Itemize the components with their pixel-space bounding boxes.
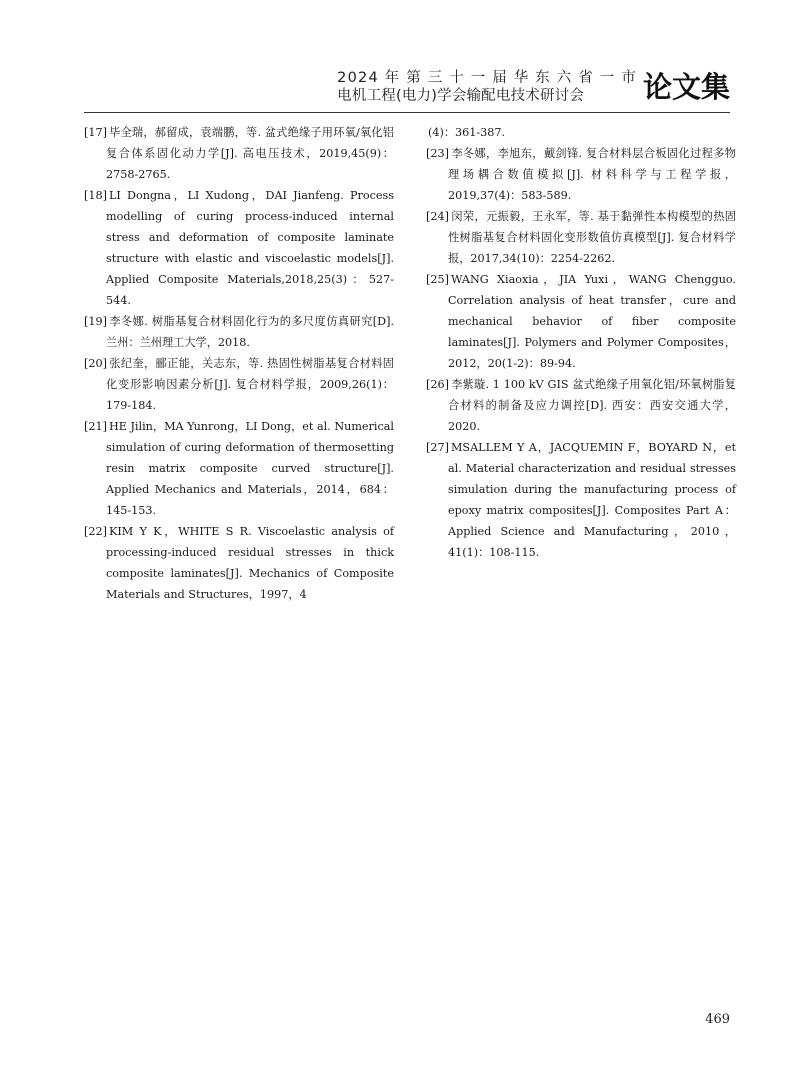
- reference-text: MSALLEM Y A，JACQUEMIN F，BOYARD N，et al. Material characterization and residual stresses simulation during the manufacturing process of epoxy matrix composites[J]. Composites Part A：Applied Science and Manufacturing，2010，41(1)：108-115.: [448, 441, 736, 559]
- reference-number: [23]: [426, 147, 449, 160]
- reference-22-continued: [426, 122, 736, 143]
- reference-text: 闵荣，元振毅，王永军，等. 基于黏弹性本构模型的热固性树脂基复合材料固化变形数值仿真模型[J]. 复合材料学报，2017,34(10)：2254-2262.: [448, 210, 736, 265]
- reference-20: [84, 353, 394, 416]
- reference-number: [22]: [84, 525, 107, 538]
- reference-21: [84, 416, 394, 521]
- reference-text: LI Dongna，LI Xudong，DAI Jianfeng. Process modelling of curing process-induced internal stress and deformation of composite laminate structure with elastic and viscoelastic models[J]. Applied Composite Materials,2018,25(3)：527-544.: [106, 189, 394, 307]
- reference-text: KIM Y K，WHITE S R. Viscoelastic analysis of processing-induced residual stresses in thick composite laminates[J]. Mechanics of Composite Materials and Structures，1997，4: [106, 525, 394, 601]
- header-subtitle: [337, 69, 637, 105]
- reference-26: [426, 374, 736, 437]
- reference-25: [426, 269, 736, 374]
- reference-text: 李冬娜，李旭东，戴剑锋. 复合材料层合板固化过程多物理场耦合数值模拟[J]. 材料科学与工程学报，2019,37(4)：583-589.: [448, 147, 736, 202]
- reference-17: [84, 122, 394, 185]
- reference-number: [18]: [84, 189, 107, 202]
- reference-27: [426, 437, 736, 563]
- reference-number: [26]: [426, 378, 449, 391]
- reference-column-left: [84, 122, 394, 605]
- reference-text: 张纪奎，郦正能，关志东，等. 热固性树脂基复合材料固化变形影响因素分析[J]. 复合材料学报，2009,26(1)：179-184.: [106, 357, 394, 412]
- reference-19: [84, 311, 394, 353]
- reference-number: [21]: [84, 420, 107, 433]
- running-header: [337, 66, 730, 108]
- reference-number: [24]: [426, 210, 449, 223]
- reference-number: [25]: [426, 273, 449, 286]
- reference-18: [84, 185, 394, 311]
- reference-text: (4)：361-387.: [428, 126, 506, 139]
- reference-number: [17]: [84, 126, 107, 139]
- reference-24: [426, 206, 736, 269]
- page-number: 469: [705, 1012, 730, 1027]
- reference-text: WANG Xiaoxia，JIA Yuxi，WANG Chengguo. Correlation analysis of heat transfer，cure and mechanical behavior of fiber composite laminates[J]. Polymers and Polymer Composites，2012，20(1-2)：89-94.: [448, 273, 736, 370]
- header-line-2: 电机工程(电力)学会输配电技术研讨会: [337, 88, 585, 104]
- header-divider: [84, 112, 730, 113]
- reference-text: 李冬娜. 树脂基复合材料固化行为的多尺度仿真研究[D]. 兰州：兰州理工大学，2018.: [106, 315, 394, 349]
- reference-column-right: [426, 122, 736, 563]
- reference-22: [84, 521, 394, 605]
- header-title: 论文集: [642, 70, 730, 104]
- header-line-1: 2024 年 第 三 十 一 届 华 东 六 省 一 市: [337, 70, 637, 86]
- reference-number: [27]: [426, 441, 449, 454]
- reference-number: [20]: [84, 357, 107, 370]
- reference-text: HE Jilin，MA Yunrong，LI Dong，et al. Numerical simulation of curing deformation of thermosetting resin matrix composite curved structure[J]. Applied Mechanics and Materials，2014，684：145-153.: [106, 420, 394, 517]
- reference-text: 毕全瑞，郝留成，袁端鹏，等. 盆式绝缘子用环氧/氧化铝复合体系固化动力学[J]. 高电压技术，2019,45(9)：2758-2765.: [106, 126, 394, 181]
- reference-number: [19]: [84, 315, 107, 328]
- reference-text: 李紫璇. 1 100 kV GIS 盆式绝缘子用氧化铝/环氧树脂复合材料的制备及应力调控[D]. 西安：西安交通大学，2020.: [448, 378, 736, 433]
- reference-23: [426, 143, 736, 206]
